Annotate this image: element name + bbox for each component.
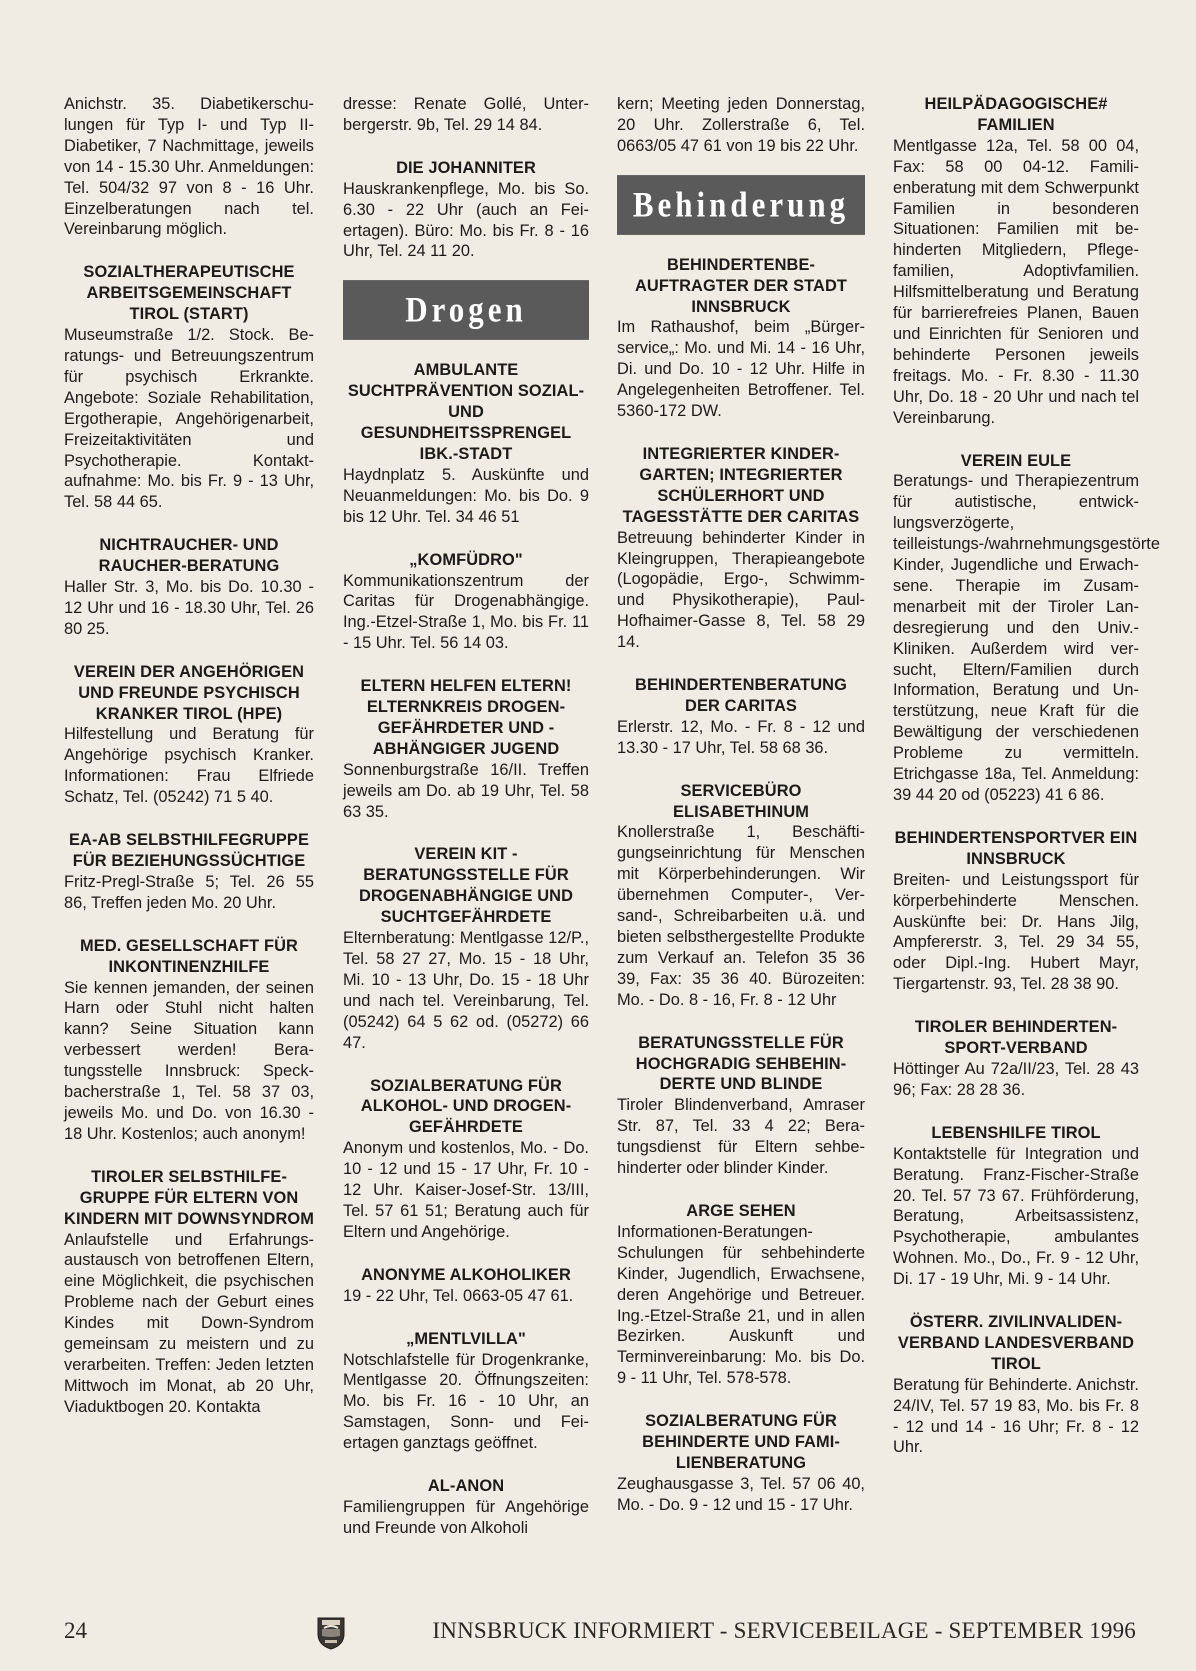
directory-entry	[343, 1476, 589, 1539]
page-number: 24	[64, 1618, 87, 1643]
entry-body: Anonym und kostenlos, Mo. - Do. 10 - 12 und 15 - 17 Uhr, Fr. 10 - 12 Uhr. Kaiser-Josef-Str. 13/III, Tel. 57 61 51; Beratung auch für Eltern und Angehörige.	[343, 1139, 589, 1241]
entry-body: Sie kennen jemanden, der seinen Harn oder Stuhl nicht halten kann? Seine Situation kann verbessert werden! Beratungsstelle Innsbruck: Speckbacherstraße 1, Tel. 58 37 03, jeweils Mo. und Do. von 16.30 - 18 Uhr. Kostenlos; auch anonym!	[64, 978, 314, 1143]
entry-body: Notschlafstelle für Drogenkranke, Mentlgasse 20. Öffnungszeiten: Mo. bis Fr. 16 - 10 Uhr, an Samstagen, Sonn- und Feiertagen ganztags geöffnet.	[343, 1350, 589, 1453]
entry-heading: ANONYME ALKOHOLIKER	[361, 1265, 571, 1284]
directory-entry	[343, 1329, 589, 1454]
directory-entry	[893, 1017, 1139, 1101]
entry-body: Museumstraße 1/2. Stock. Beratungs- und Betreuungszentrum für psychisch Erkrankte. Angebote: Soziale Rehabilitation, Ergotherapie, Angehörigenarbeit, Freizeitaktivitäten und Psychotherapie. Kontaktaufnahme: Mo. bis Fr. 9 - 13 Uhr, Tel. 58 44 65.	[64, 326, 314, 512]
directory-entry	[64, 830, 314, 914]
innsbruck-coat-of-arms-icon	[316, 1614, 346, 1650]
entry-heading: DIE JOHANNITER	[396, 158, 536, 177]
directory-entry	[893, 1312, 1139, 1458]
entry-heading: „MENTLVILLA"	[406, 1329, 526, 1348]
directory-entry	[64, 94, 314, 240]
entry-body: Informationen-Beratungen-Schulungen für sehbehinderte Kinder, Jugendlich, Erwachsene, deren Angehörige und Betreuer. Ing.-Etzel-Straße 21, und in allen Bezirken. Auskunft und Terminvereinbarung: Mo. bis Do. 9 - 11 Uhr, Tel. 578-578.	[617, 1222, 865, 1388]
entry-heading: ARGE SEHEN	[686, 1201, 796, 1220]
directory-entry	[617, 444, 865, 653]
column-2	[343, 94, 589, 1561]
section-banner-behinderung: Behinderung	[617, 175, 865, 235]
entry-body: 19 - 22 Uhr, Tel. 0663-05 47 61.	[343, 1286, 574, 1305]
directory-entry	[343, 550, 589, 655]
entry-body: Haller Str. 3, Mo. bis Do. 10.30 - 12 Uhr und 16 - 18.30 Uhr, Tel. 26 80 25.	[64, 578, 314, 638]
entry-heading: INTEGRIERTER KINDERGARTEN; INTEGRIERTER SCHÜLERHORT UND TAGESSTÄTTE DER CARITAS	[622, 444, 860, 526]
entry-body: Familiengruppen für Angehörige und Freunde von Alkoholi	[343, 1497, 589, 1537]
entry-body: Sonnenburgstraße 16/II. Treffen jeweils am Do. ab 19 Uhr, Tel. 58 63 35.	[343, 760, 589, 821]
entry-body: Im Rathaushof, beim „Bürgerservice„: Mo. und Mi. 14 - 16 Uhr, Di. und Do. 10 - 12 Uhr. Hilfe in Angelegenheiten Betroffener. Tel. 5360-172 DW.	[617, 318, 865, 421]
directory-entry	[343, 360, 589, 527]
entry-heading: BEHINDERTENBEAUFTRAGTER DER STADT INNSBRUCK	[634, 255, 848, 316]
entry-heading: „KOMFÜDRO"	[409, 550, 523, 569]
entry-body: Fritz-Pregl-Straße 5; Tel. 26 55 86, Treffen jeden Mo. 20 Uhr.	[64, 872, 314, 912]
entry-heading: SOZIALBERATUNG FÜR BEHINDERTE UND FAMILIENBERATUNG	[642, 1412, 840, 1472]
entry-body: Mentlgasse 12a, Tel. 58 00 04, Fax: 58 00 04-12. Familienberatung mit dem Schwerpunkt Familien in besonderen Situationen: Familien mit behinderten Mitgliedern, Pflegefamilien, Adoptivfamilien. Hilfsmittelberatung und Beratung für barrierefreies Planen, Bauen und Einrichten für Senioren und behinderte Personen jeweils freitags. Mo. - Fr. 8.30 - 11.30 Uhr, Do. 18 - 20 Uhr und nach tel Vereinbarung.	[893, 136, 1139, 427]
entry-heading: VEREIN EULE	[960, 451, 1072, 470]
directory-entry	[893, 828, 1139, 995]
directory-entry	[64, 262, 314, 513]
directory-entry	[64, 1167, 314, 1418]
entry-heading: ÖSTERR. ZIVILINVALIDENVERBAND LANDESVERBAND TIROL	[897, 1313, 1135, 1373]
entry-heading: TIROLER BEHINDERTENSPORT-VERBAND	[914, 1018, 1118, 1058]
entry-body: Kommunikationszentrum der Caritas für Drogenabhängige. Ing.-Etzel-Straße 1, Mo. bis Fr. 11 - 15 Uhr. Tel. 56 14 03.	[343, 571, 589, 653]
directory-entry	[893, 1123, 1139, 1290]
entry-heading: EA-AB SELBSTHILFEGRUPPE FÜR BEZIEHUNGSSÜCHTIGE	[69, 831, 309, 870]
entry-body: Anichstr. 35. Diabetikerschulungen für Typ I- und Typ II-Diabetiker, 7 Nachmittage, jeweils von 14 - 15.30 Uhr. Anmeldungen: Tel. 504/32 97 von 8 - 16 Uhr. Einzelberatungen nach tel. Vereinbarung möglich.	[64, 95, 314, 239]
directory-entry	[64, 535, 314, 640]
entry-heading: BEHINDERTENBERATUNG DER CARITAS	[635, 676, 847, 715]
entry-heading: ELTERN HELFEN ELTERN! ELTERNKREIS DROGENGEFÄHRDETER UND -ABHÄNGIGER JUGEND	[360, 677, 572, 758]
directory-entry	[343, 676, 589, 822]
entry-heading: AMBULANTE SUCHTPRÄVENTION SOZIAL- UND GESUNDHEITSSPRENGEL IBK.-STADT	[347, 361, 585, 463]
entry-body: Erlerstr. 12, Mo. - Fr. 8 - 12 und 13.30 - 17 Uhr, Tel. 58 68 36.	[617, 717, 865, 757]
directory-entry	[893, 94, 1139, 429]
section-banner-drogen: Drogen	[343, 280, 589, 340]
column-4	[893, 94, 1160, 1480]
directory-entry	[893, 451, 1160, 806]
entry-body: Elternberatung: Mentlgasse 12/P., Tel. 58 27 27, Mo. 15 - 18 Uhr, Mi. 10 - 13 Uhr, Do. 15 - 18 Uhr und nach tel. Vereinbarung, Tel. (05242) 64 5 62 od. (05272) 66 47.	[343, 929, 589, 1052]
entry-heading: TIROLER SELBSTHILFEGRUPPE FÜR ELTERN VON KINDERN MIT DOWNSYNDROM	[64, 1167, 314, 1228]
entry-body: Breiten- und Leistungssport für körperbehinderte Menschen. Auskünfte bei: Dr. Hans Jilg, Ampfererstr. 3, Tel. 29 34 55, oder Dipl.-Ing. Hubert Mayr, Tiergartenstr. 93, Tel. 28 38 90.	[893, 870, 1139, 994]
entry-heading: BEHINDERTENSPORTVER EIN INNSBRUCK	[894, 828, 1138, 868]
entry-heading: SERVICEBÜRO ELISABETHINUM	[672, 781, 810, 821]
entry-body: Betreuung behinderter Kinder in Kleingruppen, Therapieangebote (Logopädie, Ergo-, Schwimm- und Physikotherapie), Paul-Hofhaimer-Gasse 8, Tel. 58 29 14.	[617, 528, 865, 652]
directory-entry	[343, 1076, 589, 1243]
directory-entry	[343, 158, 589, 263]
directory-entry	[617, 1033, 865, 1179]
directory-entry	[64, 936, 314, 1145]
entry-body: Anlaufstelle und Erfahrungsaustausch von betroffenen Eltern, eine Möglichkeit, die psychischen Probleme nach der Geburt eines Kindes mit Down-Syndrom gemeinsam zu meistern und zu verarbeiten. Treffen: Jeden letzten Mittwoch im Monat, ab 20 Uhr, Viaduktbogen 20. Kontakta	[64, 1230, 314, 1416]
entry-body: Tiroler Blindenverband, Amraser Str. 87, Tel. 33 4 22; Beratungsdienst für Eltern sehbehinderter oder blinder Kinder.	[617, 1096, 865, 1178]
entry-body: Beratungs- und Therapiezentrum für autistische, entwicklungsverzögerte, teilleistungs-/wahrnehmungsgestörte Kinder, Jugendliche und Erwachsene. Therapie im Zusammenarbeit mit der Tiroler Landesregierung und den Univ.-Kliniken. Außerdem wird versucht, Eltern/Familien durch Information, Beratung und Unterstützung, neue Kraft für die Bewältigung der verschiedenen Probleme zu vermitteln. Etrichgasse 18a, Tel. Anmeldung: 39 44 20 od (05223) 41 6 86.	[893, 472, 1160, 804]
entry-heading: MED. GESELLSCHAFT FÜR INKONTINENZHILFE	[80, 936, 298, 976]
entry-body: Beratung für Behinderte. Anichstr. 24/IV, Tel. 57 19 83, Mo. bis Fr. 8 - 12 und 14 - 16 Uhr; Fr. 8 - 12 Uhr.	[893, 1375, 1139, 1457]
entry-body: Knollerstraße 1, Beschäftigungseinrichtung für Menschen mit Körperbehinderungen. Wir übernehmen Computer-, Versand-, Schreibarbeiten u.ä. und bieten selbsthergestellte Produkte zum Verkauf an. Telefon 35 36 39, Fax: 35 36 40. Bürozeiten: Mo. - Do. 8 - 16, Fr. 8 - 12 Uhr	[617, 823, 865, 1009]
entry-heading: AL-ANON	[427, 1477, 505, 1496]
entry-heading: BERATUNGSSTELLE FÜR HOCHGRADIG SEHBEHINDERTE UND BLINDE	[635, 1033, 847, 1094]
column-1	[64, 94, 314, 1440]
entry-body: Zeughausgasse 3, Tel. 57 06 40, Mo. - Do. 9 - 12 und 15 - 17 Uhr.	[617, 1474, 865, 1514]
directory-entry	[343, 1265, 589, 1307]
entry-body: Kontaktstelle für Integration und Beratung. Franz-Fischer-Straße 20. Tel. 57 73 67. Frühförderung, Beratung, Arbeitsassistenz, Psychotherapie, ambulantes Wohnen. Mo., Do., Fr. 9 - 12 Uhr, Di. 17 - 19 Uhr, Mi. 9 - 14 Uhr.	[893, 1144, 1139, 1289]
directory-entry	[617, 675, 865, 759]
entry-heading: LEBENSHILFE TIROL	[931, 1123, 1101, 1142]
directory-entry	[617, 1201, 865, 1389]
entry-heading: HEILPÄDAGOGISCHE# FAMILIEN	[924, 95, 1108, 134]
directory-entry	[64, 662, 314, 808]
publication-title: INNSBRUCK INFORMIERT - SERVICEBEILAGE - SEPTEMBER 1996	[432, 1618, 1136, 1643]
entry-body: Hilfestellung und Beratung für Angehörige psychisch Kranker. Informationen: Frau Elfriede Schatz, Tel. (05242) 71 5 40.	[64, 725, 314, 807]
directory-entry	[617, 94, 865, 157]
page-footer	[64, 1614, 1144, 1654]
entry-heading: VEREIN DER ANGEHÖRIGEN UND FREUNDE PSYCHISCH KRANKER TIROL (HPE)	[73, 662, 305, 723]
entry-body: Hauskrankenpflege, Mo. bis So. 6.30 - 22 Uhr (auch an Feiertagen). Büro: Mo. bis Fr. 8 - 16 Uhr, Tel. 24 11 20.	[343, 179, 589, 261]
entry-body: kern; Meeting jeden Donnerstag, 20 Uhr. Zollerstraße 6, Tel. 0663/05 47 61 von 19 bis 22 Uhr.	[617, 95, 865, 155]
directory-entry	[343, 844, 589, 1053]
directory-entry	[343, 94, 589, 136]
directory-entry	[617, 1411, 865, 1516]
entry-body: Haydnplatz 5. Auskünfte und Neuanmeldungen: Mo. bis Do. 9 bis 12 Uhr. Tel. 34 46 51	[343, 465, 589, 526]
column-3	[617, 94, 865, 1538]
entry-heading: VEREIN KIT - BERATUNGSSTELLE FÜR DROGENABHÄNGIGE UND SUCHTGEFÄHRDETE	[358, 845, 574, 927]
directory-entry	[617, 781, 865, 1011]
directory-entry	[617, 255, 865, 422]
entry-heading: SOZIALBERATUNG FÜR ALKOHOL- UND DROGENGEFÄHRDETE	[360, 1076, 572, 1137]
entry-body: Höttinger Au 72a/II/23, Tel. 28 43 96; Fax: 28 28 36.	[893, 1059, 1139, 1099]
entry-heading: NICHTRAUCHER- UND RAUCHER-BERATUNG	[98, 536, 280, 576]
entry-heading: SOZIALTHERAPEUTISCHE ARBEITSGEMEINSCHAFT TIROL (START)	[83, 263, 295, 324]
entry-body: dresse: Renate Gollé, Unterbergerstr. 9b, Tel. 29 14 84.	[343, 95, 589, 134]
